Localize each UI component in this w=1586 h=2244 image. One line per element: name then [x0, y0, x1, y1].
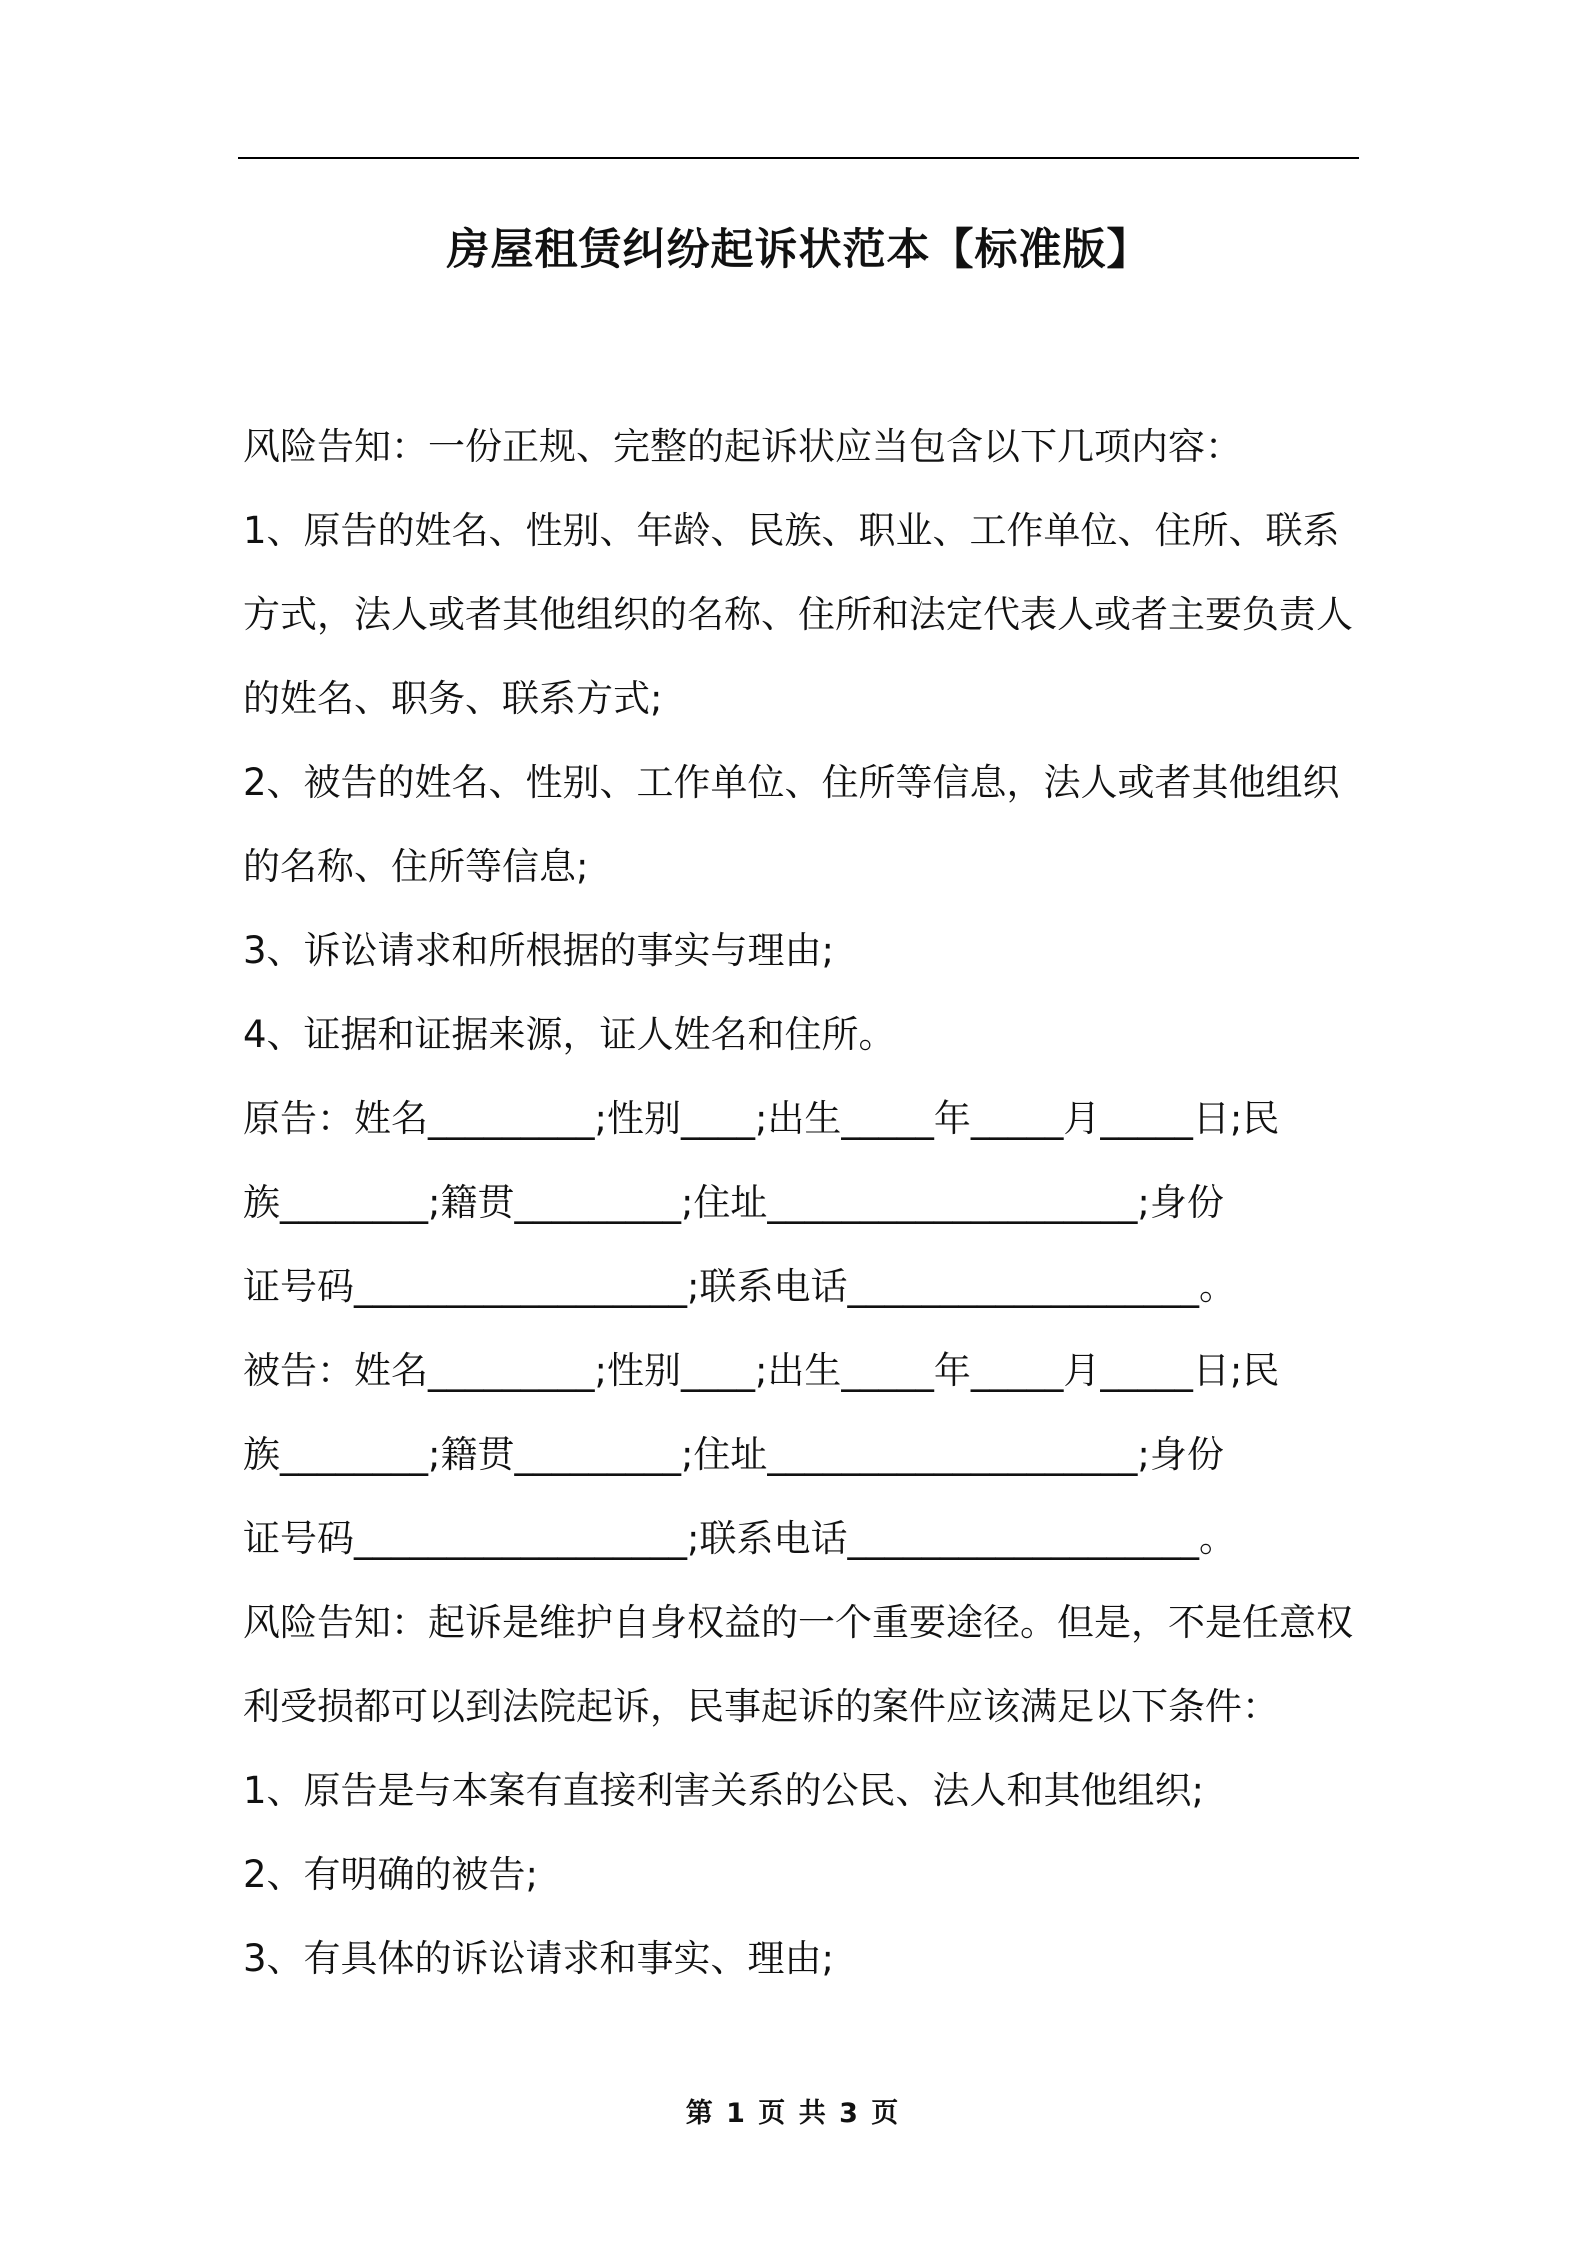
document-body [243, 405, 1364, 2001]
text-line: 风险告知：一份正规、完整的起诉状应当包含以下几项内容： [243, 425, 1242, 468]
text-line: 风险告知：起诉是维护自身权益的一个重要途径。但是，不是任意权 [243, 1601, 1353, 1644]
document-title: 房屋租赁纠纷起诉状范本【标准版】 [446, 225, 1151, 275]
text-line: 1、原告是与本案有直接利害关系的公民、法人和其他组织; [243, 1769, 1205, 1812]
text-line: 2、有明确的被告; [243, 1853, 539, 1896]
text-line: 方式，法人或者其他组织的名称、住所和法定代表人或者主要负责人 [243, 593, 1353, 636]
text-line: 的名称、住所等信息; [243, 845, 589, 888]
defendant-form-line: 证号码__________________;联系电话___________________。 [243, 1517, 1236, 1560]
text-line: 1、原告的姓名、性别、年龄、民族、职业、工作单位、住所、联系 [243, 509, 1340, 552]
text-line: 的姓名、职务、联系方式; [243, 677, 663, 720]
top-rule [238, 157, 1359, 159]
plaintiff-form-line: 原告：姓名_________;性别____;出生_____年_____月_____日;民 [243, 1097, 1280, 1140]
plaintiff-form-line: 证号码__________________;联系电话___________________。 [243, 1265, 1236, 1308]
text-line: 2、被告的姓名、性别、工作单位、住所等信息，法人或者其他组织 [243, 761, 1340, 804]
text-line: 4、证据和证据来源，证人姓名和住所。 [243, 1013, 896, 1056]
page-footer: 第 1 页 共 3 页 [685, 2098, 901, 2129]
text-line: 利受损都可以到法院起诉，民事起诉的案件应该满足以下条件： [243, 1685, 1279, 1728]
defendant-form-line: 族________;籍贯_________;住址____________________;身份 [243, 1433, 1224, 1476]
text-line: 3、有具体的诉讼请求和事实、理由; [243, 1937, 835, 1980]
text-line: 3、诉讼请求和所根据的事实与理由; [243, 929, 835, 972]
defendant-form-line: 被告：姓名_________;性别____;出生_____年_____月_____日;民 [243, 1349, 1280, 1392]
plaintiff-form-line: 族________;籍贯_________;住址____________________;身份 [243, 1181, 1224, 1224]
